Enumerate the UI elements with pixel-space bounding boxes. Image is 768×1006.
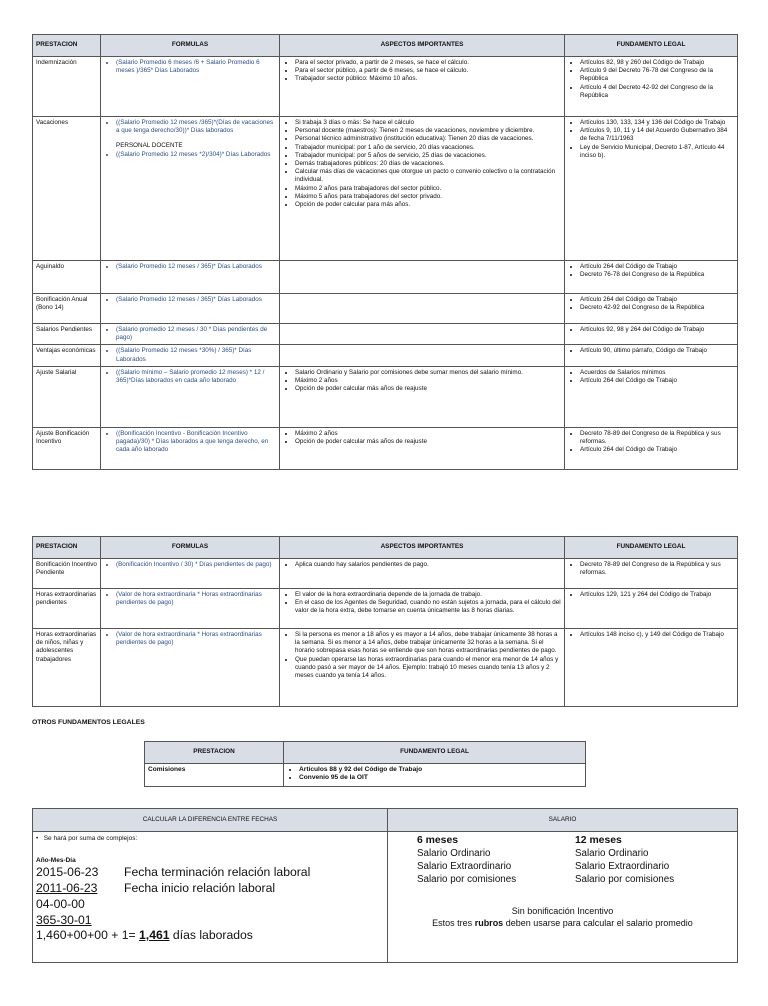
table-header-row xyxy=(33,35,738,57)
prestacion-cell: Horas extraordinarias de niños, niñas y adolescentes trabajadores xyxy=(33,629,101,707)
aspecto-item: • Trabajador municipal: por 5 años de servicio, 25 días de vacaciones. xyxy=(295,152,561,160)
calculo-cell xyxy=(33,832,388,963)
fundamento-cell xyxy=(565,589,738,629)
aspecto-item: • Opción de poder calcular más años de reajuste xyxy=(295,438,561,446)
date-label: Fecha terminación relación laboral xyxy=(124,865,311,880)
formulas-cell xyxy=(101,324,280,345)
fundamento-item: • Decreto 78-89 del Congreso de la República y sus reformas. xyxy=(580,430,734,446)
fundamento-cell xyxy=(284,764,586,787)
aspectos-cell xyxy=(280,366,565,427)
aspecto-item: • Para el sector público, a partir de 6 meses, se hace el cálculo. xyxy=(295,67,561,75)
prestacion-cell: Horas extraordinarias pendientes xyxy=(33,589,101,629)
aspecto-item: • Opción de poder calcular para más años. xyxy=(295,201,561,209)
fundamento-item: • Artículos 88 y 92 del Código de Trabajo xyxy=(299,766,582,774)
salario-note-1: Sin bonificación Incentivo xyxy=(511,906,614,916)
aspectos-cell xyxy=(280,589,565,629)
aspectos-cell xyxy=(280,324,565,345)
otros-fundamentos-heading: OTROS FUNDAMENTOS LEGALES xyxy=(32,719,145,726)
formula-subheading: PERSONAL DOCENTE xyxy=(116,142,183,150)
prestacion-cell: Aguinaldo xyxy=(33,261,101,294)
fundamento-cell xyxy=(565,559,738,589)
aspecto-item: • Personal docente (maestros): Tienen 2 meses de vacaciones, noviembre y diciembre. xyxy=(295,127,561,135)
aspectos-cell xyxy=(280,427,565,469)
fundamento-item: • Artículos 9, 10, 11 y 14 del Acuerdo Gubernativo 384 de fecha 7/11/1963 xyxy=(580,127,734,143)
formula-item: • ((Bonificación Incentivo - Bonificación Incentivo pagada)/30) * Días laborados a que tenga derecho, en cada año laborado xyxy=(116,430,276,455)
aspecto-item: • Máximo 2 años para trabajadores del sector público. xyxy=(295,185,561,193)
calc-bullet-line: • Se hará por suma de complejos: xyxy=(36,835,138,842)
date-row xyxy=(36,881,384,897)
fundamento-item: • Decreto 42-92 del Congreso de la República xyxy=(580,304,734,312)
formula-item: • ((Salario Promedio 12 meses *30%) / 365)* Días Laborados xyxy=(116,347,276,363)
aspecto-item: • Opción de poder calcular más años de reajuste xyxy=(295,385,561,393)
salario-item: Salario Extraordinario xyxy=(417,861,512,872)
aspectos-cell xyxy=(280,261,565,294)
fundamento-cell xyxy=(565,366,738,427)
aspecto-item: • Máximo 2 años xyxy=(295,377,561,385)
fundamento-cell xyxy=(565,294,738,324)
table-row xyxy=(33,832,738,963)
aspecto-item: • Si la persona es menor a 18 años y es mayor a 14 años, debe trabajar únicamente 38 horas a la semana. Si es menor a 14 años, debe trabajar únicamente 32 horas a la semana. Si el horario sobrepasa esas horas se entiende que son horas extraordinarias pendientes de pago. xyxy=(295,631,561,656)
date-label: Fecha inicio relación laboral xyxy=(124,881,276,896)
formula-item: • (Valor de hora extraordinaria * Horas extraordinarias pendientes de pago) xyxy=(116,631,276,647)
header-aspectos: ASPECTOS IMPORTANTES xyxy=(280,537,565,559)
header-fundamento: FUNDAMENTO LEGAL xyxy=(565,537,738,559)
table-row xyxy=(33,294,738,324)
header-fundamento: FUNDAMENTO LEGAL xyxy=(565,35,738,57)
salario-note-bold: rubros xyxy=(474,918,504,928)
fundamento-item: • Convenio 95 de la OIT xyxy=(299,774,582,782)
prestaciones-table-1 xyxy=(32,34,738,470)
formula-item: • (Salario promedio 12 meses / 30 * Días pendientes de pago) xyxy=(116,326,276,342)
header-prestacion: PRESTACION xyxy=(33,537,101,559)
aspectos-cell xyxy=(280,57,565,117)
calculo-salario-table xyxy=(32,808,738,963)
date-format-label: Año-Mes-Día xyxy=(36,857,76,865)
prestacion-cell: Comisiones xyxy=(145,764,284,787)
salario-note-post: deben usarse para calcular el salario promedio xyxy=(503,918,693,928)
aspecto-item: • Calcular más días de vacaciones que otorgue un pacto o convenio colectivo o la contratación individual. xyxy=(295,168,561,184)
date-value: 2011-06-23 xyxy=(36,881,98,896)
salario-col2-title: 12 meses xyxy=(575,835,622,846)
aspectos-cell xyxy=(280,294,565,324)
fundamento-cell xyxy=(565,261,738,294)
date-row xyxy=(36,865,384,881)
formula-item: • (Bonificación Incentivo / 30) * Días pendientes de pago) xyxy=(116,561,276,569)
date-value-wrap xyxy=(36,881,124,897)
aspecto-item: • Máximo 2 años xyxy=(295,430,561,438)
header-aspectos: ASPECTOS IMPORTANTES xyxy=(280,35,565,57)
aspecto-item: • Aplica cuando hay salarios pendientes de pago. xyxy=(295,561,561,569)
table-row xyxy=(33,427,738,469)
formula-item: • (Salario Promedio 12 meses / 365)* Días Laborados xyxy=(116,263,276,271)
formula-item: • ((Salario mínimo – Salario promedio 12 meses) * 12 / 365)*Días laborados en cada año laborado xyxy=(116,369,276,385)
table-row xyxy=(33,366,738,427)
prestacion-cell: Ventajas económicas xyxy=(33,345,101,366)
fundamento-cell xyxy=(565,57,738,117)
table-row xyxy=(33,589,738,629)
formulas-cell xyxy=(101,366,280,427)
table-row xyxy=(33,345,738,366)
salario-item: Salario Extraordinario xyxy=(575,861,670,872)
fundamento-cell xyxy=(565,427,738,469)
table-header-row xyxy=(33,809,738,832)
fundamento-item: • Decreto 76-78 del Congreso de la República xyxy=(580,271,734,279)
salario-item: Salario Ordinario xyxy=(417,848,491,859)
salario-note-pre: Estos tres xyxy=(432,918,475,928)
fundamento-cell xyxy=(565,629,738,707)
formula-item: • ((Salario Promedio 12 meses /365)*(Días de vacaciones a que tenga derecho/30))* Días laborados xyxy=(116,119,276,135)
aspectos-cell xyxy=(280,629,565,707)
formula-item: • ((Salario Promedio 12 meses *2)/304)* Días Laborados xyxy=(116,151,276,159)
fundamento-item: • Decreto 78-89 del Congreso de la República y sus reformas. xyxy=(580,561,734,577)
date-value: 2015-06-23 xyxy=(36,865,99,880)
aspectos-cell xyxy=(280,559,565,589)
formula-item: • (Salario Promedio 12 meses / 365)* Días Laborados xyxy=(116,296,276,304)
fundamento-item: • Artículos 82, 98 y 260 del Código de Trabajo xyxy=(580,59,734,67)
formulas-cell xyxy=(101,345,280,366)
salario-item: Salario Ordinario xyxy=(575,848,649,859)
fundamento-item: • Artículo 264 del Código de Trabajo xyxy=(580,446,734,454)
total-suffix: días laborados xyxy=(169,928,253,943)
formulas-cell xyxy=(101,261,280,294)
prestacion-cell: Ajuste Bonificación Incentivo xyxy=(33,427,101,469)
fundamento-cell xyxy=(565,117,738,261)
formulas-cell xyxy=(101,589,280,629)
fundamento-item: • Artículos 129, 121 y 264 del Código de Trabajo xyxy=(580,591,734,599)
formulas-cell xyxy=(101,294,280,324)
header-formulas: FORMULAS xyxy=(101,35,280,57)
formulas-cell xyxy=(101,629,280,707)
salario-note-2 xyxy=(391,917,734,929)
fundamento-item: • Artículo 264 del Código de Trabajo xyxy=(580,377,734,385)
aspecto-item: • Demás trabajadores públicos: 20 días de vacaciones. xyxy=(295,160,561,168)
prestacion-cell: Ajuste Salarial xyxy=(33,366,101,427)
salario-cell xyxy=(388,832,738,963)
table-row xyxy=(33,559,738,589)
aspecto-item: • Para el sector privado, a partir de 2 meses, se hace el cálculo. xyxy=(295,59,561,67)
header-calcular-fechas: CALCULAR LA DIFERENCIA ENTRE FECHAS xyxy=(33,809,388,832)
fundamento-item: • Ley de Servicio Municipal, Decreto 1-87, Artículo 44 inciso b). xyxy=(580,144,734,160)
fundamento-item: • Artículos 92, 98 y 264 del Código de Trabajo xyxy=(580,326,734,334)
table-row xyxy=(33,117,738,261)
aspecto-item: • Salario Ordinario y Salario por comisiones debe sumar menos del salario mínimo. xyxy=(295,369,561,377)
aspecto-item: • Trabajador sector público: Máximo 10 años. xyxy=(295,75,561,83)
header-formulas: FORMULAS xyxy=(101,537,280,559)
formulas-cell xyxy=(101,117,280,261)
prestacion-cell: Salarios Pendientes xyxy=(33,324,101,345)
aspectos-cell xyxy=(280,345,565,366)
aspecto-item: • Si trabaja 3 días o más: Se hace el cálculo xyxy=(295,119,561,127)
otros-fundamentos-table xyxy=(144,741,586,787)
header-salario: SALARIO xyxy=(388,809,738,832)
aspecto-item: • En el caso de los Agentes de Seguridad, cuando no están sujetos a jornada, para el cálculo del valor de la hora extra, debe tomarse en cuenta únicamente las 8 horas diarias. xyxy=(295,599,561,615)
formulas-cell xyxy=(101,559,280,589)
formulas-cell xyxy=(101,57,280,117)
date-row xyxy=(36,913,384,929)
calc-bullet-text: Se hará por suma de complejos: xyxy=(43,835,138,842)
formula-item: • (Valor de hora extraordinaria * Horas extraordinarias pendientes de pago) xyxy=(116,591,276,607)
prestacion-cell: Bonificación Anual (Bono 14) xyxy=(33,294,101,324)
formula-item: • (Salario Promedio 6 meses /6 + Salario Promedio 6 meses )/365* Días Laborados xyxy=(116,59,276,75)
date-row xyxy=(36,897,384,913)
table-row xyxy=(33,261,738,294)
total-row xyxy=(36,928,384,944)
salario-item: Salario por comisiones xyxy=(575,874,675,885)
total-prefix: 1,460+00+00 + 1= xyxy=(36,928,140,943)
aspecto-item: • Máximo 5 años para trabajadores del sector privado. xyxy=(295,193,561,201)
salario-item: Salario por comisiones xyxy=(417,874,517,885)
fundamento-item: • Artículo 4 del Decreto 42-92 del Congreso de la República xyxy=(580,84,734,100)
fundamento-item: • Artículo 264 del Código de Trabajo xyxy=(580,296,734,304)
aspectos-cell xyxy=(280,117,565,261)
date-value: 04-00-00 xyxy=(36,896,85,911)
prestacion-cell: Indemnización xyxy=(33,57,101,117)
aspecto-item: • Que puedan operarse las horas extraordinarias para cuando el menor era menor de 14 años y cuando pasó a ser mayor de 14 años. Ejemplo: trabajó 10 meses cuando tenía 13 años y 2 meses cuando ya tenía 14 años. xyxy=(295,656,561,681)
table-row xyxy=(33,57,738,117)
fundamento-item: • Artículo 9 del Decreto 76-78 del Congreso de la República xyxy=(580,67,734,83)
fundamento-item: • Acuerdos de Salarios mínimos xyxy=(580,369,734,377)
table-row xyxy=(33,629,738,707)
salario-col1-title: 6 meses xyxy=(417,835,459,846)
fundamento-item: • Artículo 264 del Código de Trabajo xyxy=(580,263,734,271)
salario-grid xyxy=(417,834,734,886)
fundamento-item: • Artículos 148 inciso c), y 149 del Código de Trabajo xyxy=(580,631,734,639)
prestacion-cell: Vacaciones xyxy=(33,117,101,261)
table-header-row xyxy=(145,742,586,764)
header-prestacion: PRESTACION xyxy=(145,742,284,764)
table-row xyxy=(145,764,586,787)
fundamento-item: • Artículos 130, 133, 134 y 136 del Código de Trabajo xyxy=(580,119,734,127)
fundamento-cell xyxy=(565,345,738,366)
fundamento-item: • Artículo 90, último párrafo, Código de Trabajo xyxy=(580,347,734,355)
header-fundamento: FUNDAMENTO LEGAL xyxy=(284,742,586,764)
aspecto-item: • Trabajador municipal: por 1 año de servicio, 20 días vacaciones. xyxy=(295,144,561,152)
aspecto-item: • Personal técnico administrativo (institución educativa): Tienen 20 días de vacaciones. xyxy=(295,135,561,143)
prestacion-cell: Bonificación Incentivo Pendiente xyxy=(33,559,101,589)
table-row xyxy=(33,324,738,345)
aspecto-item: • El valor de la hora extraordinaria depende de la jornada de trabajo. xyxy=(295,591,561,599)
date-value: 365-30-01 xyxy=(36,912,92,927)
prestaciones-table-2 xyxy=(32,536,738,707)
table-header-row xyxy=(33,537,738,559)
header-prestacion: PRESTACION xyxy=(33,35,101,57)
fundamento-cell xyxy=(565,324,738,345)
total-value: 1,461 xyxy=(139,928,170,943)
formulas-cell xyxy=(101,427,280,469)
